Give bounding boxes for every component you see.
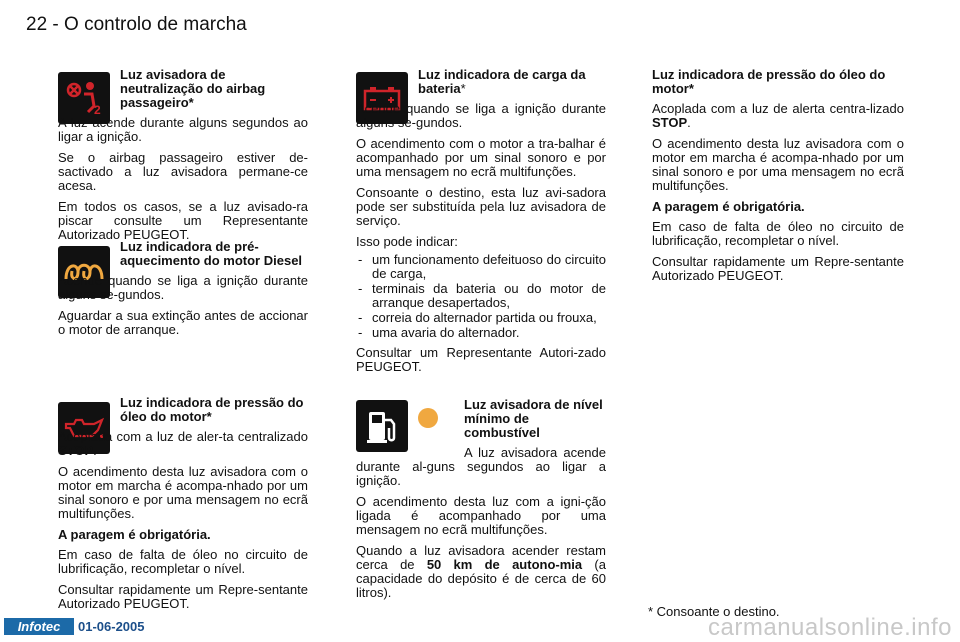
airbag-p3: Em todos os casos, se a luz avisado-ra piscar consulte um Representante Autorizado PEUGEOT. xyxy=(58,199,308,242)
watermark: carmanualsonline.info xyxy=(708,614,952,641)
battery-p1: Acende quando se liga a ignição durante alguns se-gundos. xyxy=(356,101,606,130)
oil-pressure-section-2 xyxy=(652,68,904,290)
oil-pressure-p3: A paragem é obrigatória. xyxy=(58,527,211,542)
oil-pressure-p5: Consultar rapidamente um Repre-sentante Autorizado PEUGEOT. xyxy=(58,582,308,611)
fuel-section xyxy=(356,398,606,607)
page-header xyxy=(26,14,247,36)
section-title: - O controlo de marcha xyxy=(52,14,247,35)
airbag-title: Luz avisadora de neutralização do airbag passageiro* xyxy=(120,67,266,110)
fuel-p1: A luz avisadora acende durante al-guns segundos ao ligar a ignição. xyxy=(356,445,606,488)
airbag-p1: A luz acende durante alguns segundos ao ligar a ignição. xyxy=(58,115,308,144)
list-item: - terminais da bateria ou do motor de arranque desapertados, xyxy=(356,282,606,310)
oil-pressure-2-p5: Consultar rapidamente um Repre-sentante Autorizado PEUGEOT. xyxy=(652,254,904,283)
list-item: - uma avaria do alternador. xyxy=(356,326,606,340)
oil-pressure-p4: Em caso de falta de óleo no circuito de lubrificação, recompletar o nível. xyxy=(58,547,308,576)
preheat-section xyxy=(58,240,308,344)
preheat-p2: Aguardar a sua extinção antes de accionar o motor de arranque. xyxy=(58,308,308,337)
page-number: 22 xyxy=(26,14,48,35)
battery-p4: Isso pode indicar: xyxy=(356,234,458,249)
footer-date: 01-06-2005 xyxy=(78,619,145,634)
airbag-section xyxy=(58,68,308,249)
battery-section xyxy=(356,68,606,381)
battery-causes-list xyxy=(356,253,606,340)
autonomy-bold: 50 km de autono-mia xyxy=(426,557,583,572)
oil-pressure-2-title: Luz indicadora de pressão do óleo do motor* xyxy=(652,67,886,96)
preheat-p1: Acende quando se liga a ignição durante alguns se-gundos. xyxy=(58,273,308,302)
oil-pressure-2-p4: Em caso de falta de óleo no circuito de lubrificação, recompletar o nível. xyxy=(652,219,904,248)
list-item: - correia do alternador partida ou frouxa, xyxy=(356,311,606,325)
infotec-logo: Infotec xyxy=(4,618,74,635)
battery-p5: Consultar um Representante Autori-zado PEUGEOT. xyxy=(356,345,606,374)
stop-label: STOP xyxy=(58,443,94,458)
oil-pressure-2-p1: Acoplada com a luz de alerta centra-lizado STOP. xyxy=(652,101,904,130)
oil-pressure-p2: O acendimento desta luz avisadora com o motor em marcha é acompa-nhado por um sinal sonoro e por uma mensagem no ecrã multifunções. xyxy=(58,464,308,521)
svg-text:2: 2 xyxy=(94,103,101,117)
fuel-p3: Quando a luz avisadora acender restam cerca de 50 km de autono-mia (a capacidade do depósito é de cerca de 60 litros). xyxy=(356,543,606,600)
footnote: * Consoante o destino. xyxy=(648,604,780,619)
battery-p3: Consoante o destino, esta luz avi-sadora pode ser substituída pela luz avisadora de serviço. xyxy=(356,185,606,228)
list-item: - um funcionamento defeituoso do circuito de carga, xyxy=(356,253,606,281)
battery-title: Luz indicadora de carga da bateria* xyxy=(418,67,586,96)
oil-pressure-title: Luz indicadora de pressão do óleo do motor* xyxy=(120,395,304,424)
preheat-title: Luz indicadora de pré-aquecimento do motor Diesel xyxy=(120,239,303,268)
oil-pressure-section xyxy=(58,396,308,618)
airbag-p2: Se o airbag passageiro estiver de-sactivado a luz avisadora permane-ce acesa. xyxy=(58,150,308,193)
oil-pressure-2-p3: A paragem é obrigatória. xyxy=(652,199,805,214)
stop-label-2: STOP xyxy=(652,115,688,130)
battery-p2: O acendimento com o motor a tra-balhar é acompanhado por um sinal sonoro e por uma mensagem no ecrã multifunções. xyxy=(356,136,606,179)
fuel-title: Luz avisadora de nível mínimo de combustível xyxy=(464,397,603,440)
oil-pressure-2-p2: O acendimento desta luz avisadora com o motor em marcha é acompa-nhado por um sinal sonoro e por uma mensagem no ecrã multifunções. xyxy=(652,136,904,193)
fuel-p2: O acendimento desta luz com a igni-ção ligada é acompanhado por uma mensagem no ecrã multifunções. xyxy=(356,494,606,537)
oil-pressure-p1: Acoplada com a luz de aler-ta centralizado STOP. xyxy=(58,429,308,458)
